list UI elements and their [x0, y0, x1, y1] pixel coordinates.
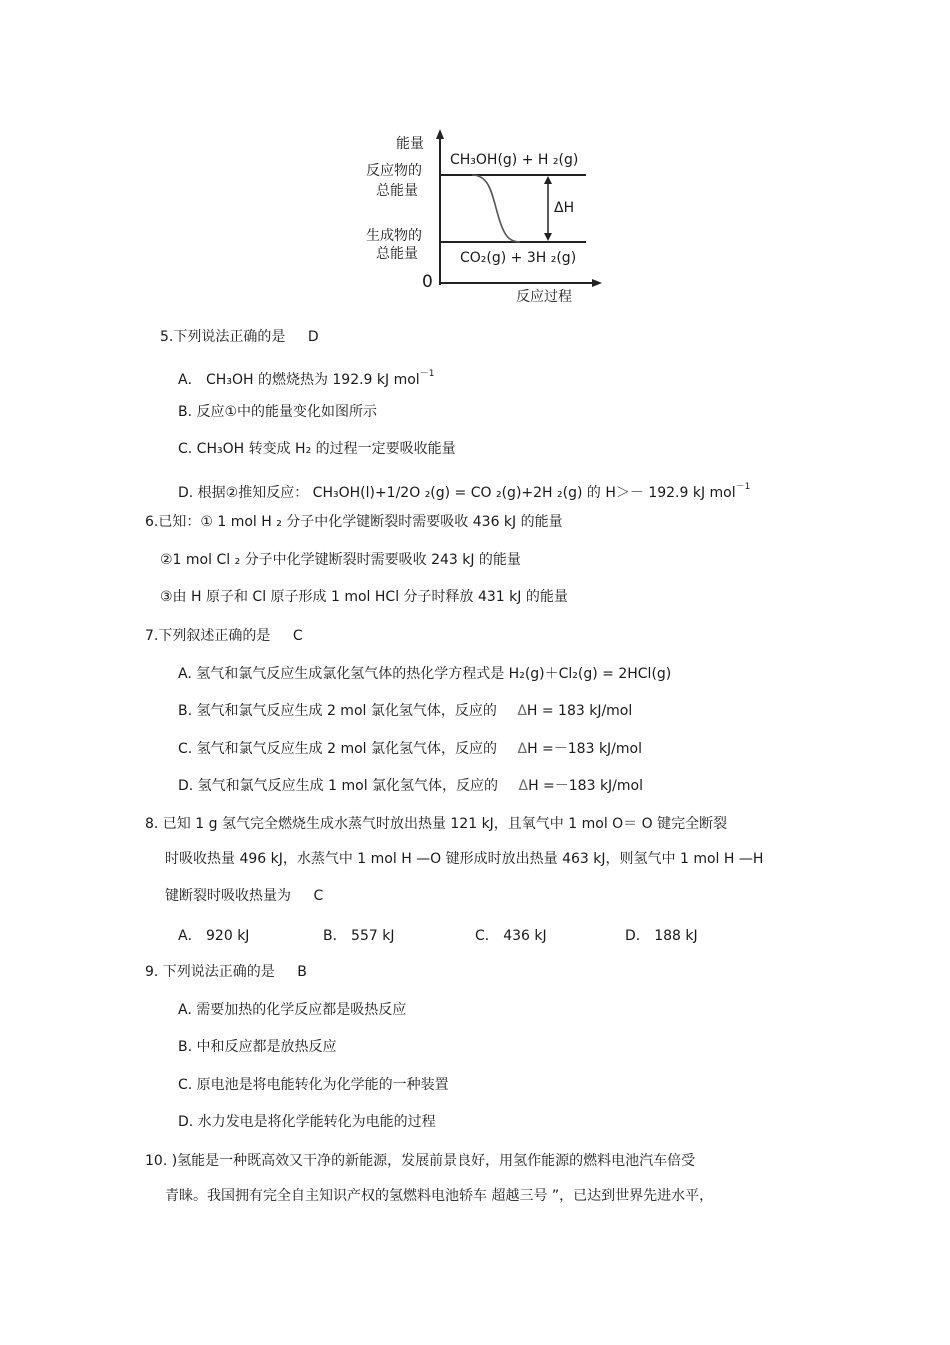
- q8-option-a: A． 920 kJ: [178, 928, 250, 944]
- q5-option-b: B. 反应①中的能量变化如图所示: [178, 404, 378, 420]
- q5-option-d: [178, 478, 750, 502]
- q5-option-c: C. CH₃OH 转变成 H₂ 的过程一定要吸收能量: [178, 441, 456, 457]
- q7-stem: [145, 627, 303, 645]
- q8-line-3: [165, 887, 323, 905]
- reactant-label-2: 总能量: [376, 183, 418, 199]
- reaction-curve: [472, 175, 520, 242]
- q10-line-1: 10. )氢能是一种既高效又干净的新能源，发展前景良好，用氢作能源的燃料电池汽车倍受: [145, 1153, 696, 1169]
- q6-line-2: ②1 mol Cl ₂ 分子中化学键断裂时需要吸收 243 kJ 的能量: [160, 552, 521, 568]
- q5-option-a-sup: －1: [419, 369, 435, 379]
- q7-option-d-value: H =－183 kJ/mol: [528, 778, 643, 794]
- x-axis-arrow: [592, 279, 602, 287]
- bottom-species-label: CO₂(g) + 3H ₂(g): [460, 250, 577, 266]
- q5-stem: [160, 328, 319, 346]
- origin-label: 0: [422, 272, 433, 292]
- reactant-label-1: 反应物的: [366, 163, 422, 179]
- delta-h-label: ΔH: [554, 200, 575, 216]
- q8-option-c: C． 436 kJ: [475, 928, 547, 944]
- q7-option-b-text: B. 氢气和氯气反应生成 2 mol 氯化氢气体，反应的: [178, 703, 497, 719]
- q7-answer: C: [292, 628, 303, 644]
- y-axis-label: 能量: [396, 136, 424, 152]
- q6-line-3: ③由 H 原子和 Cl 原子形成 1 mol HCl 分子时释放 431 kJ 的能量: [160, 589, 568, 605]
- q7-stem-text: 7.下列叙述正确的是: [145, 628, 271, 644]
- q7-option-b: [178, 702, 632, 720]
- y-axis-arrow: [436, 129, 444, 139]
- q8-option-d: D． 188 kJ: [625, 928, 698, 944]
- delta-h-arrow-top: [544, 176, 552, 184]
- top-species-label: CH₃OH(g) + H ₂(g): [450, 152, 579, 168]
- q10-line-2: 青睐。我国拥有完全自主知识产权的氢燃料电池轿车 超越三号 ”，已达到世界先进水平，: [165, 1188, 714, 1204]
- q5-option-d-sup: －1: [735, 482, 751, 492]
- q9-stem-text: 9. 下列说法正确的是: [145, 964, 275, 980]
- q7-option-c-delta: Δ: [517, 741, 528, 757]
- q9-stem: [145, 963, 307, 981]
- q8-line-1: 8. 已知 1 g 氢气完全燃烧生成水蒸气时放出热量 121 kJ，且氧气中 1 mol O＝ O 键完全断裂: [145, 816, 728, 832]
- q5-answer: D: [307, 329, 319, 345]
- q7-option-d-text: D. 氢气和氯气反应生成 1 mol 氯化氢气体，反应的: [178, 778, 499, 794]
- q8-line-3-text: 键断裂时吸收热量为: [165, 888, 291, 904]
- q7-option-b-value: H = 183 kJ/mol: [526, 703, 633, 719]
- energy-diagram: [360, 125, 610, 315]
- q7-option-a: A. 氢气和氯气反应生成氯化氢气体的热化学方程式是 H₂(g)＋Cl₂(g) = 2HCl(g): [178, 666, 672, 682]
- product-label-2: 总能量: [376, 246, 418, 262]
- q6-line-1: 6.已知：① 1 mol H ₂ 分子中化学键断裂时需要吸收 436 kJ 的能量: [145, 514, 563, 530]
- q9-option-a: A. 需要加热的化学反应都是吸热反应: [178, 1002, 407, 1018]
- q8-line-2: 时吸收热量 496 kJ，水蒸气中 1 mol H —O 键形成时放出热量 463 kJ，则氢气中 1 mol H —H: [165, 851, 764, 867]
- q7-option-c-value: H =－183 kJ/mol: [527, 741, 642, 757]
- q5-option-a-text: A． CH₃OH 的燃烧热为 192.9 kJ mol: [178, 372, 420, 388]
- q5-stem-text: 5.下列说法正确的是: [160, 329, 286, 345]
- q9-answer: B: [297, 964, 307, 980]
- q7-option-c: [178, 740, 642, 758]
- q9-option-b: B. 中和反应都是放热反应: [178, 1039, 337, 1055]
- q5-option-a: [178, 365, 434, 389]
- q8-answer: C: [313, 888, 324, 904]
- q7-option-d-delta: Δ: [518, 778, 529, 794]
- q7-option-c-text: C. 氢气和氯气反应生成 2 mol 氯化氢气体，反应的: [178, 741, 498, 757]
- x-axis-label: 反应过程: [516, 289, 572, 305]
- delta-h-arrow-bottom: [544, 233, 552, 241]
- q9-option-d: D. 水力发电是将化学能转化为电能的过程: [178, 1114, 436, 1130]
- product-label-1: 生成物的: [366, 228, 422, 244]
- q9-option-c: C. 原电池是将电能转化为化学能的一种装置: [178, 1077, 449, 1093]
- q7-option-b-delta: Δ: [517, 703, 527, 719]
- q5-option-d-text: D. 根据②推知反应： CH₃OH(l)+1/2O ₂(g) = CO ₂(g)+2H ₂(g) 的 H＞－ 192.9 kJ mol: [178, 485, 736, 501]
- q8-option-b: B． 557 kJ: [323, 928, 395, 944]
- q7-option-d: [178, 777, 643, 795]
